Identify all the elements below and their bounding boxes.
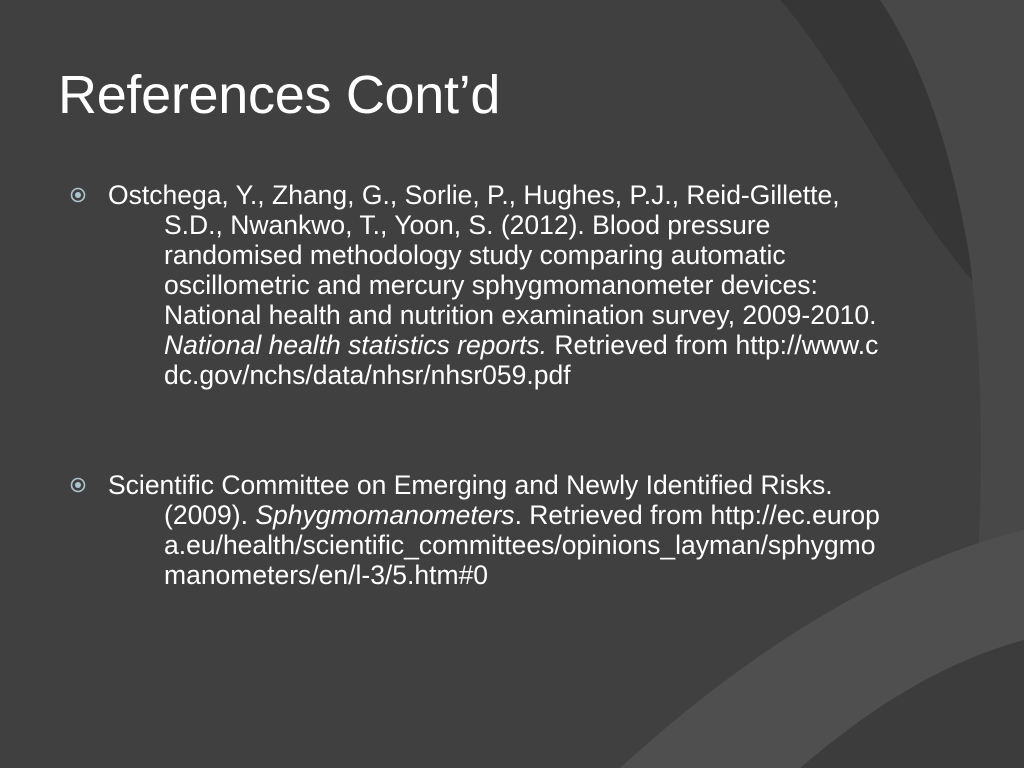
reference-item xyxy=(70,180,890,390)
reference-text xyxy=(108,470,890,590)
slide-title: References Cont’d xyxy=(58,65,501,125)
reference-list xyxy=(70,180,890,590)
reference-source: Sphygmomanometers xyxy=(255,500,515,530)
reference-authors: Ostchega, Y., Zhang, G., Sorlie, P., Hughes, P.J., Reid-Gillette, S.D., Nwankwo, T., Yoon, S. (2012). xyxy=(108,180,840,240)
circled-dot-icon xyxy=(70,187,86,203)
circled-dot-icon xyxy=(70,477,86,493)
reference-source: National health statistics reports. xyxy=(164,330,547,360)
reference-retrieved: Retrieved from xyxy=(546,330,736,360)
reference-retrieved: . Retrieved from xyxy=(514,500,711,530)
reference-url: http://www.cdc.gov/nchs/data/nhsr/nhsr059.pdf xyxy=(164,330,879,390)
reference-article-title: Blood pressure randomised methodology study comparing automatic oscillometric and mercury sphygmomanometer devices: National health and nutrition examination survey, 2009-2010. xyxy=(164,210,877,330)
reference-url: http://ec.europa.eu/health/scientific_committees/opinions_layman/sphygmomanometers/en/l-3/5.htm#0 xyxy=(164,500,880,590)
reference-item xyxy=(70,470,890,590)
reference-text xyxy=(108,180,890,390)
reference-authors: Scientific Committee on Emerging and Newly Identified Risks. (2009). xyxy=(108,470,833,530)
